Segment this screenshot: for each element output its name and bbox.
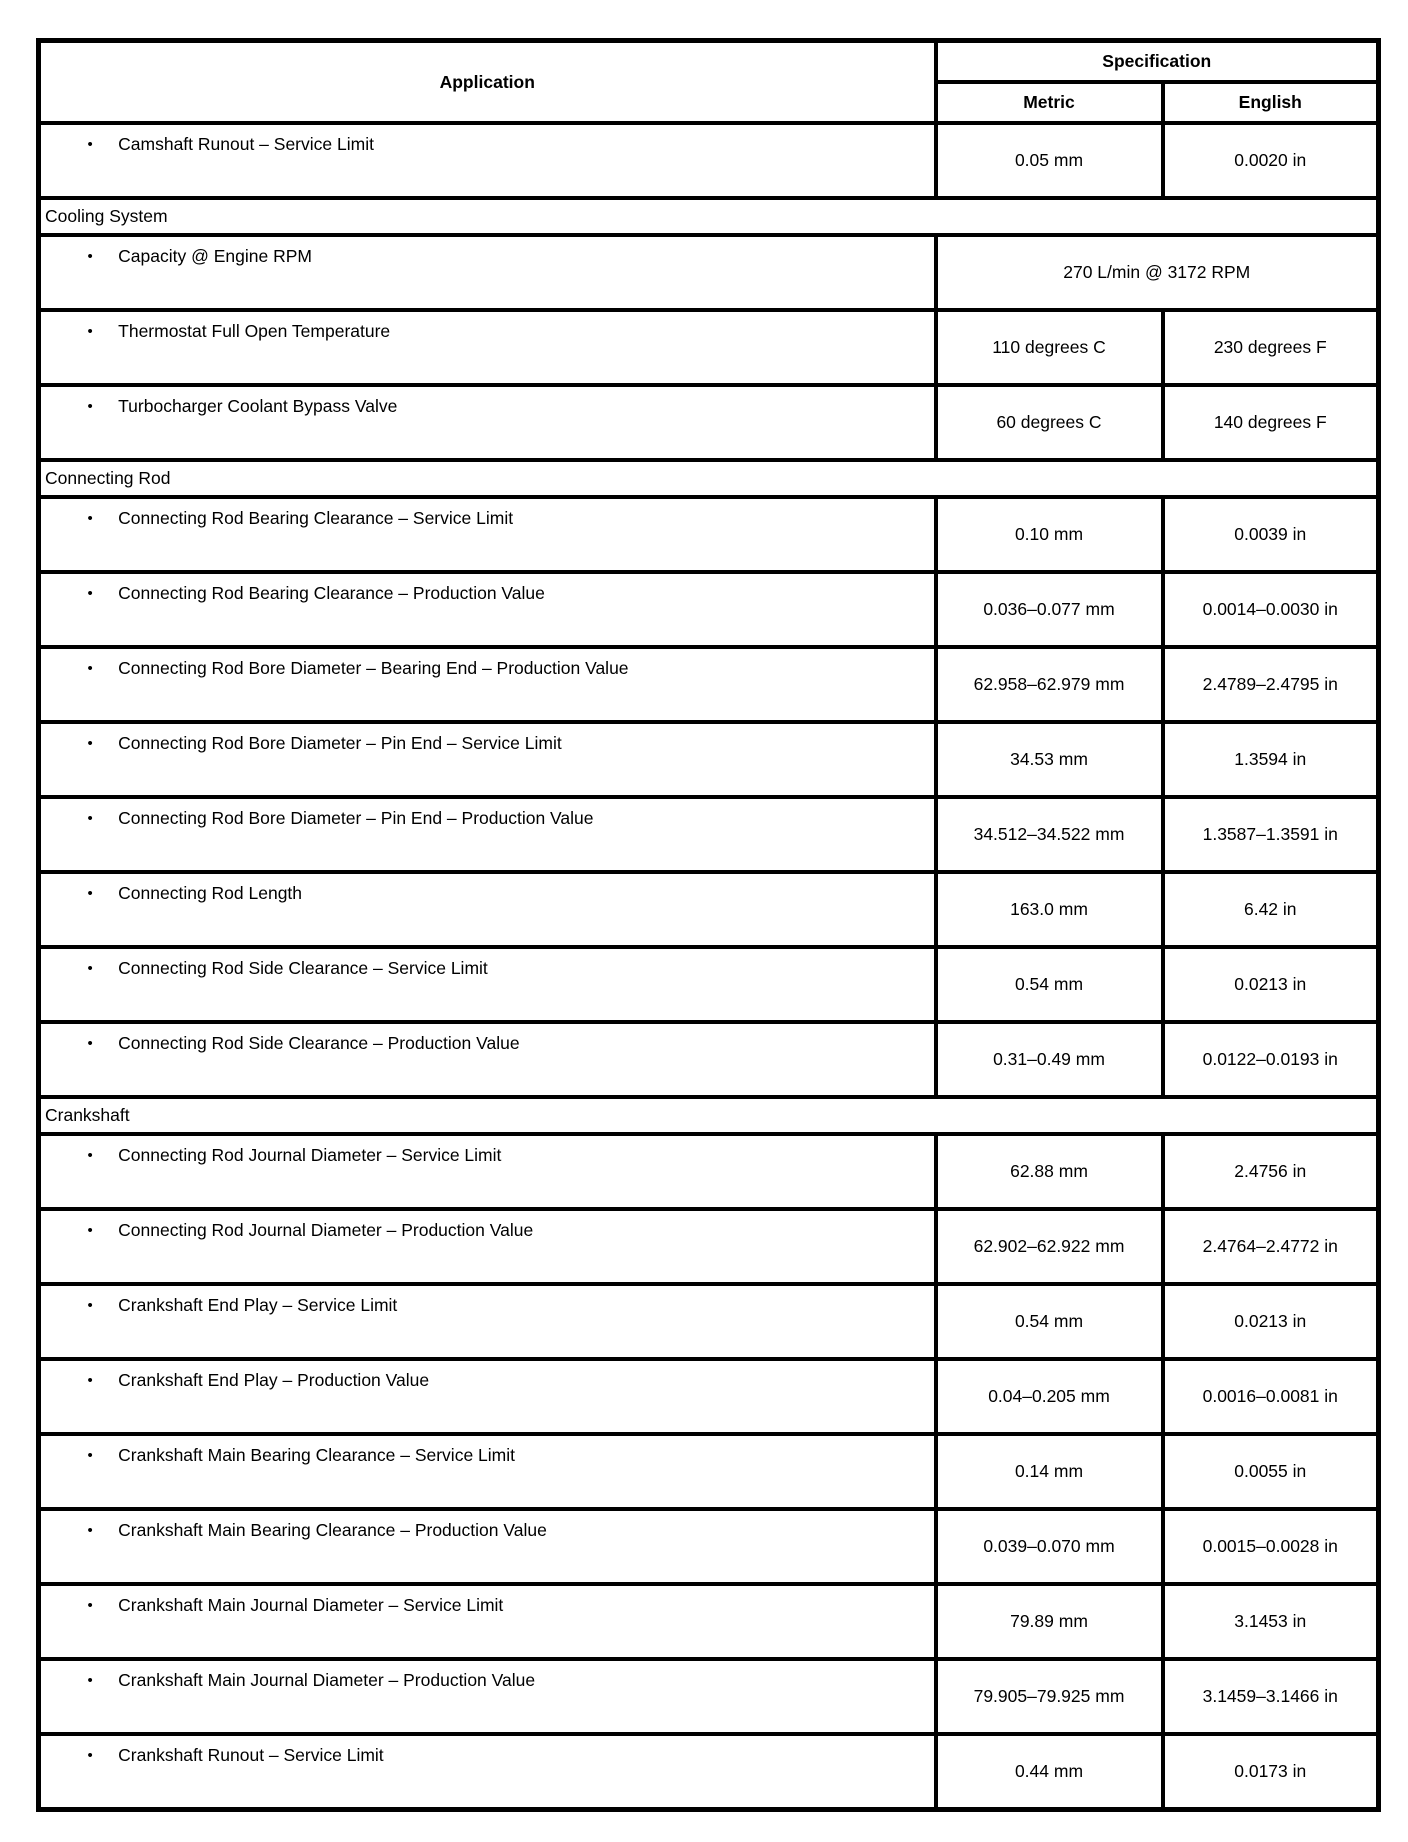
application-cell	[39, 1659, 936, 1734]
application-cell	[39, 385, 936, 460]
row-english-value: 2.4789–2.4795 in	[1202, 674, 1338, 695]
row-label-text: Connecting Rod Journal Diameter – Production Value	[118, 1220, 534, 1240]
metric-value-cell	[936, 1659, 1163, 1734]
metric-value-cell	[936, 947, 1163, 1022]
table-row	[39, 1284, 1379, 1359]
row-metric-value: 34.53 mm	[1010, 749, 1088, 770]
metric-value-cell	[936, 1134, 1163, 1209]
row-english-value: 0.0173 in	[1234, 1761, 1307, 1782]
bullet-icon: •	[87, 584, 93, 602]
english-value-cell	[1163, 947, 1379, 1022]
row-metric-value: 62.902–62.922 mm	[973, 1236, 1125, 1257]
row-metric-value: 0.05 mm	[1014, 150, 1084, 171]
row-metric-value: 62.88 mm	[1010, 1161, 1088, 1182]
english-value-cell	[1163, 1584, 1379, 1659]
bullet-icon: •	[87, 1146, 93, 1164]
application-cell	[39, 572, 936, 647]
row-metric-value: 0.54 mm	[1014, 1311, 1084, 1332]
english-value-cell	[1163, 1509, 1379, 1584]
row-metric-value: 0.44 mm	[1014, 1761, 1084, 1782]
row-metric-value: 79.905–79.925 mm	[973, 1686, 1125, 1707]
metric-value-cell	[936, 647, 1163, 722]
bullet-icon: •	[87, 1296, 93, 1314]
metric-value-cell	[936, 872, 1163, 947]
bullet-icon: •	[87, 1521, 93, 1539]
row-english-value: 3.1459–3.1466 in	[1202, 1686, 1338, 1707]
row-english-value: 1.3587–1.3591 in	[1202, 824, 1338, 845]
english-value-cell	[1163, 1434, 1379, 1509]
bullet-icon: •	[87, 659, 93, 677]
section-cell	[39, 460, 1379, 497]
table-row	[39, 797, 1379, 872]
application-cell	[39, 1022, 936, 1097]
application-cell	[39, 1134, 936, 1209]
row-label-text: Crankshaft Main Bearing Clearance – Production Value	[118, 1520, 547, 1540]
bullet-icon: •	[87, 135, 93, 153]
table-row	[39, 1134, 1379, 1209]
specification-column-header: Specification	[936, 41, 1379, 83]
section-label: Crankshaft	[45, 1105, 130, 1126]
table-row	[39, 1659, 1379, 1734]
bullet-icon: •	[87, 734, 93, 752]
bullet-icon: •	[87, 1671, 93, 1689]
english-column-header: English	[1163, 82, 1379, 123]
row-label-text: Crankshaft Runout – Service Limit	[118, 1745, 384, 1765]
row-label-text: Camshaft Runout – Service Limit	[118, 134, 374, 154]
application-cell	[39, 123, 936, 198]
english-value-cell	[1163, 722, 1379, 797]
application-cell	[39, 947, 936, 1022]
table-row	[39, 497, 1379, 572]
row-english-value: 3.1453 in	[1234, 1611, 1307, 1632]
metric-value-cell	[936, 385, 1163, 460]
row-metric-value: 0.54 mm	[1014, 974, 1084, 995]
row-label-text: Crankshaft End Play – Production Value	[118, 1370, 430, 1390]
row-english-value: 0.0213 in	[1234, 974, 1307, 995]
row-english-value: 0.0213 in	[1234, 1311, 1307, 1332]
row-label-text: Crankshaft Main Bearing Clearance – Service Limit	[118, 1445, 515, 1465]
row-metric-value: 0.31–0.49 mm	[993, 1049, 1105, 1070]
metric-value-cell	[936, 1434, 1163, 1509]
table-row	[39, 1359, 1379, 1434]
spec-table-body	[39, 123, 1379, 1809]
application-cell	[39, 310, 936, 385]
metric-value-cell	[936, 497, 1163, 572]
row-label-text: Thermostat Full Open Temperature	[118, 321, 391, 341]
bullet-icon: •	[87, 1034, 93, 1052]
row-english-value: 0.0020 in	[1234, 150, 1307, 171]
section-header-row	[39, 198, 1379, 235]
row-label-text: Connecting Rod Side Clearance – Service Limit	[118, 958, 488, 978]
application-cell	[39, 1209, 936, 1284]
table-row	[39, 872, 1379, 947]
row-english-value: 0.0039 in	[1234, 524, 1307, 545]
row-metric-value: 34.512–34.522 mm	[973, 824, 1125, 845]
section-header-row	[39, 460, 1379, 497]
row-metric-value: 62.958–62.979 mm	[973, 674, 1125, 695]
row-english-value: 6.42 in	[1243, 899, 1297, 920]
english-value-cell	[1163, 647, 1379, 722]
english-value-cell	[1163, 1134, 1379, 1209]
row-metric-value: 60 degrees C	[996, 412, 1102, 433]
bullet-icon: •	[87, 959, 93, 977]
english-value-cell	[1163, 497, 1379, 572]
row-label-text: Connecting Rod Side Clearance – Production Value	[118, 1033, 520, 1053]
table-row	[39, 1509, 1379, 1584]
application-cell	[39, 1734, 936, 1809]
table-row	[39, 1022, 1379, 1097]
english-value-cell	[1163, 310, 1379, 385]
bullet-icon: •	[87, 509, 93, 527]
english-value-cell	[1163, 872, 1379, 947]
english-value-cell	[1163, 1209, 1379, 1284]
table-row	[39, 647, 1379, 722]
bullet-icon: •	[87, 1596, 93, 1614]
specification-table	[36, 38, 1381, 1812]
metric-value-cell	[936, 1734, 1163, 1809]
metric-value-cell	[936, 1209, 1163, 1284]
row-english-value: 2.4764–2.4772 in	[1202, 1236, 1338, 1257]
application-cell	[39, 1359, 936, 1434]
row-label-text: Crankshaft End Play – Service Limit	[118, 1295, 398, 1315]
row-metric-value: 163.0 mm	[1010, 899, 1088, 920]
english-value-cell	[1163, 1359, 1379, 1434]
table-row	[39, 123, 1379, 198]
row-label-text: Capacity @ Engine RPM	[118, 246, 312, 266]
bullet-icon: •	[87, 884, 93, 902]
bullet-icon: •	[87, 397, 93, 415]
row-label-text: Connecting Rod Bore Diameter – Pin End – Production Value	[118, 808, 594, 828]
row-label-text: Connecting Rod Bore Diameter – Bearing End – Production Value	[118, 658, 629, 678]
row-metric-value: 0.04–0.205 mm	[988, 1386, 1110, 1407]
row-english-value: 140 degrees F	[1213, 412, 1327, 433]
bullet-icon: •	[87, 1746, 93, 1764]
section-label: Connecting Rod	[45, 468, 171, 489]
bullet-icon: •	[87, 322, 93, 340]
application-cell	[39, 722, 936, 797]
metric-value-cell	[936, 1284, 1163, 1359]
row-metric-value: 0.10 mm	[1014, 524, 1084, 545]
application-cell	[39, 872, 936, 947]
table-row	[39, 1209, 1379, 1284]
metric-value-cell	[936, 123, 1163, 198]
row-metric-value: 0.039–0.070 mm	[983, 1536, 1115, 1557]
row-label-text: Connecting Rod Bearing Clearance – Production Value	[118, 583, 545, 603]
row-english-value: 0.0014–0.0030 in	[1202, 599, 1338, 620]
application-cell	[39, 1284, 936, 1359]
metric-value-cell	[936, 310, 1163, 385]
table-row	[39, 572, 1379, 647]
row-english-value: 0.0015–0.0028 in	[1202, 1536, 1338, 1557]
metric-value-cell	[936, 1359, 1163, 1434]
section-cell	[39, 198, 1379, 235]
table-row	[39, 947, 1379, 1022]
english-value-cell	[1163, 1734, 1379, 1809]
table-row	[39, 235, 1379, 310]
metric-value-cell	[936, 1022, 1163, 1097]
metric-value-cell	[936, 797, 1163, 872]
bullet-icon: •	[87, 1221, 93, 1239]
application-cell	[39, 1509, 936, 1584]
english-value-cell	[1163, 1659, 1379, 1734]
section-header-row	[39, 1097, 1379, 1134]
english-value-cell	[1163, 123, 1379, 198]
row-metric-value: 110 degrees C	[992, 337, 1106, 358]
section-cell	[39, 1097, 1379, 1134]
row-label-text: Crankshaft Main Journal Diameter – Production Value	[118, 1670, 536, 1690]
metric-column-header: Metric	[936, 82, 1163, 123]
row-english-value: 0.0055 in	[1234, 1461, 1307, 1482]
row-label-text: Connecting Rod Length	[118, 883, 303, 903]
english-value-cell	[1163, 1022, 1379, 1097]
bullet-icon: •	[87, 1371, 93, 1389]
row-merged-value: 270 L/min @ 3172 RPM	[1063, 262, 1251, 283]
row-metric-value: 0.14 mm	[1014, 1461, 1084, 1482]
table-row	[39, 1584, 1379, 1659]
english-value-cell	[1163, 1284, 1379, 1359]
english-value-cell	[1163, 797, 1379, 872]
row-english-value: 0.0016–0.0081 in	[1202, 1386, 1338, 1407]
table-row	[39, 385, 1379, 460]
row-label-text: Connecting Rod Bore Diameter – Pin End – Service Limit	[118, 733, 562, 753]
english-value-cell	[1163, 572, 1379, 647]
application-cell	[39, 797, 936, 872]
row-metric-value: 79.89 mm	[1010, 1611, 1088, 1632]
metric-value-cell	[936, 722, 1163, 797]
row-english-value: 2.4756 in	[1234, 1161, 1307, 1182]
row-label-text: Turbocharger Coolant Bypass Valve	[118, 396, 398, 416]
application-cell	[39, 1434, 936, 1509]
row-label-text: Crankshaft Main Journal Diameter – Service Limit	[118, 1595, 504, 1615]
table-row	[39, 310, 1379, 385]
application-cell	[39, 1584, 936, 1659]
row-english-value: 0.0122–0.0193 in	[1202, 1049, 1338, 1070]
english-value-cell	[1163, 385, 1379, 460]
table-row	[39, 1434, 1379, 1509]
row-english-value: 1.3594 in	[1234, 749, 1307, 770]
application-cell	[39, 497, 936, 572]
table-row	[39, 722, 1379, 797]
bullet-icon: •	[87, 1446, 93, 1464]
row-label-text: Connecting Rod Bearing Clearance – Service Limit	[118, 508, 514, 528]
metric-value-cell	[936, 572, 1163, 647]
section-label: Cooling System	[45, 206, 168, 227]
metric-value-cell	[936, 1584, 1163, 1659]
bullet-icon: •	[87, 809, 93, 827]
row-metric-value: 0.036–0.077 mm	[983, 599, 1115, 620]
bullet-icon: •	[87, 247, 93, 265]
application-column-header: Application	[39, 41, 936, 124]
merged-value-cell	[936, 235, 1379, 310]
application-cell	[39, 647, 936, 722]
row-label-text: Connecting Rod Journal Diameter – Service Limit	[118, 1145, 502, 1165]
table-header	[39, 41, 1379, 124]
application-cell	[39, 235, 936, 310]
metric-value-cell	[936, 1509, 1163, 1584]
row-english-value: 230 degrees F	[1213, 337, 1327, 358]
table-row	[39, 1734, 1379, 1809]
